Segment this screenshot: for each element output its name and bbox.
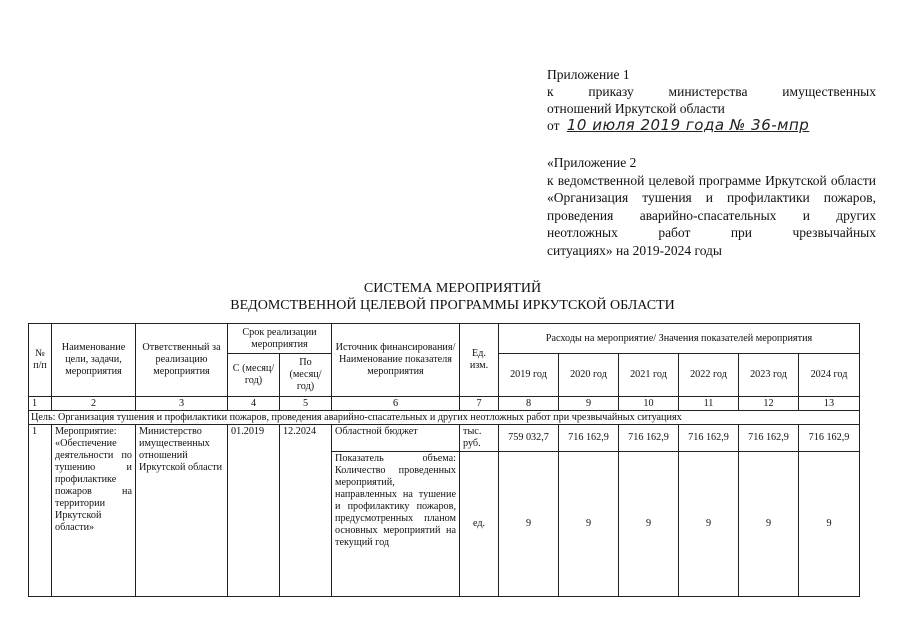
row-indicator-value: 9	[499, 452, 559, 597]
header-to: По (месяц/ год)	[280, 354, 332, 397]
row-budget-value: 716 162,9	[739, 425, 799, 452]
row-measure-name: Мероприятие: «Обеспечение деятельности по тушению и профилактике пожаров на территории Иркутской области»	[52, 425, 136, 597]
column-number: 11	[679, 397, 739, 411]
header-year: 2023 год	[739, 354, 799, 397]
header-name: Наименование цели, задачи, мероприятия	[52, 324, 136, 397]
header-expenses: Расходы на мероприятие/ Значения показателей мероприятия	[499, 324, 860, 354]
appendix-1-date-line	[547, 117, 876, 134]
header-row-1	[29, 324, 860, 354]
row-indicator-value: 9	[799, 452, 860, 597]
header-from: С (месяц/ год)	[228, 354, 280, 397]
column-number: 8	[499, 397, 559, 411]
column-number-row	[29, 397, 860, 411]
header-source: Источник финансирования/ Наименование показателя мероприятия	[332, 324, 460, 397]
column-number: 2	[52, 397, 136, 411]
row-budget-label: Областной бюджет	[332, 425, 460, 452]
appendix-1-block	[547, 66, 876, 134]
header-num: № п/п	[29, 324, 52, 397]
appendix-1-word: к	[547, 84, 554, 99]
row-budget-value: 716 162,9	[799, 425, 860, 452]
column-number: 12	[739, 397, 799, 411]
header-unit: Ед. изм.	[460, 324, 499, 397]
header-responsible: Ответственный за реализацию мероприятия	[136, 324, 228, 397]
row-indicator-unit: ед.	[460, 452, 499, 597]
row-budget-value: 759 032,7	[499, 425, 559, 452]
document-subtitle: ВЕДОМСТВЕННОЙ ЦЕЛЕВОЙ ПРОГРАММЫ ИРКУТСКОЙ ОБЛАСТИ	[230, 298, 675, 313]
appendix-2-block	[547, 154, 876, 259]
row-budget-unit: тыс. руб.	[460, 425, 499, 452]
header-year: 2021 год	[619, 354, 679, 397]
appendix-2-last-line: ситуациях» на 2019-2024 годы	[547, 242, 722, 258]
header-year: 2019 год	[499, 354, 559, 397]
column-number: 7	[460, 397, 499, 411]
column-number: 13	[799, 397, 860, 411]
column-number: 10	[619, 397, 679, 411]
row-indicator-value: 9	[679, 452, 739, 597]
column-number: 4	[228, 397, 280, 411]
goal-row	[29, 411, 860, 425]
appendix-2-body: к ведомственной целевой программе Иркутской области «Организация тушения и профилактики пожаров, проведения аварийно-спасательных и других неотложных работ при чрезвычайных	[547, 172, 876, 240]
row-to: 12.2024	[280, 425, 332, 597]
row-budget-value: 716 162,9	[559, 425, 619, 452]
column-number: 3	[136, 397, 228, 411]
goal-text: Цель: Организация тушения и профилактики пожаров, проведения аварийно-спасательных и других неотложных работ при чрезвычайных ситуациях	[29, 411, 860, 425]
appendix-1-line-1	[547, 83, 876, 100]
row-indicator-value: 9	[559, 452, 619, 597]
handwritten-order-date: 10 июля 2019 года № 36-мпр	[566, 116, 810, 134]
appendix-1-line-2: отношений Иркутской области	[547, 101, 725, 116]
appendix-2-title: «Приложение 2	[547, 155, 637, 170]
column-number: 6	[332, 397, 460, 411]
appendix-1-word: имущественных	[782, 84, 876, 99]
appendix-1-word: приказу	[588, 84, 634, 99]
row-indicator-label: Показатель объема: Количество проведенных мероприятий, направленных на тушение и профилактику пожаров, предусмотренных планом основных мероприятий на текущий год	[332, 452, 460, 597]
appendix-1-title: Приложение 1	[547, 67, 630, 82]
column-number: 1	[29, 397, 52, 411]
measures-table	[28, 323, 860, 597]
column-number: 5	[280, 397, 332, 411]
header-period: Срок реализации мероприятия	[228, 324, 332, 354]
column-number: 9	[559, 397, 619, 411]
row-from: 01.2019	[228, 425, 280, 597]
appendix-1-date-prefix: от	[547, 118, 560, 133]
header-year: 2022 год	[679, 354, 739, 397]
row-responsible: Министерство имущественных отношений Иркутской области	[136, 425, 228, 597]
header-year: 2024 год	[799, 354, 860, 397]
row-budget-value: 716 162,9	[679, 425, 739, 452]
document-title: СИСТЕМА МЕРОПРИЯТИЙ	[363, 281, 542, 296]
row-indicator-value: 9	[619, 452, 679, 597]
row-budget-value: 716 162,9	[619, 425, 679, 452]
table-row	[29, 425, 860, 452]
header-year: 2020 год	[559, 354, 619, 397]
row-indicator-value: 9	[739, 452, 799, 597]
row-num: 1	[29, 425, 52, 597]
appendix-1-word: министерства	[668, 84, 748, 99]
